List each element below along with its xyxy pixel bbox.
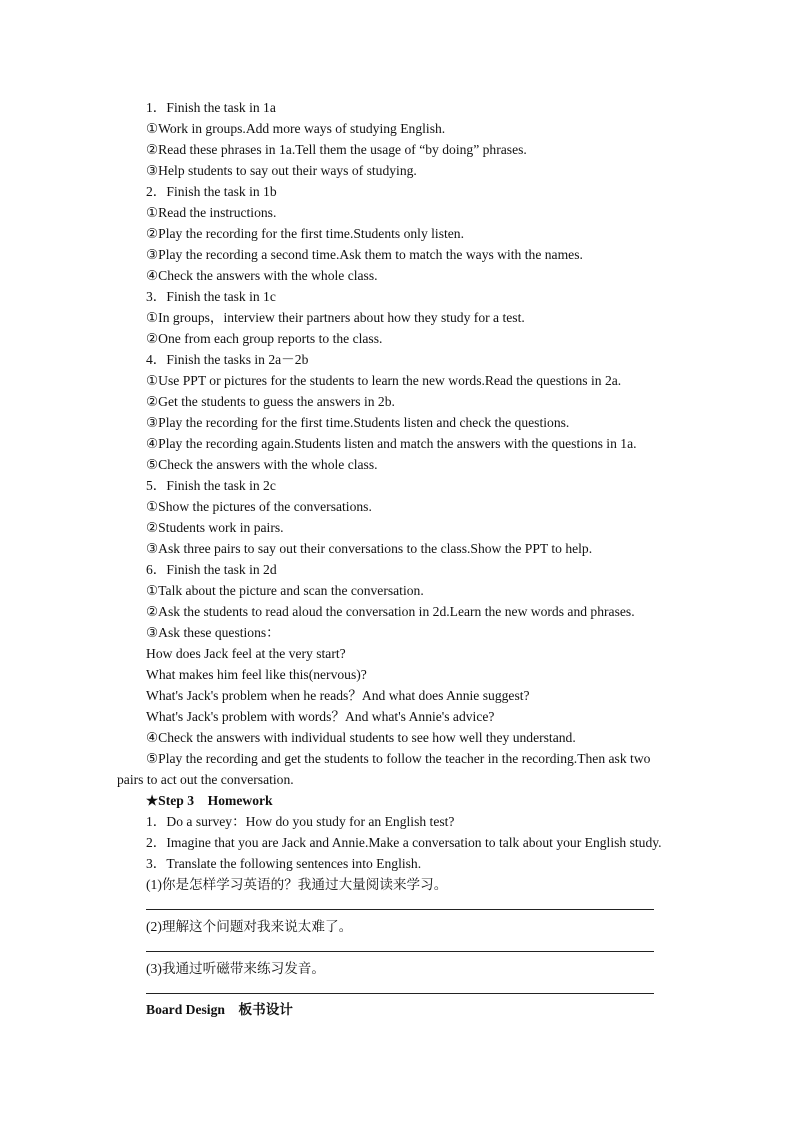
task-1b-step-2: ②Play the recording for the first time.Students only listen. <box>146 226 464 241</box>
board-design-heading: Board Design 板书设计 <box>146 1002 293 1017</box>
task-2c-heading: 5．Finish the task in 2c <box>146 478 276 493</box>
homework-item-1: 1．Do a survey：How do you study for an English test? <box>146 814 455 829</box>
task-1a-step-1: ①Work in groups.Add more ways of studying English. <box>146 121 446 136</box>
task-2d-step-3: ③Ask these questions： <box>146 625 280 640</box>
homework-item-3: 3．Translate the following sentences into English. <box>146 856 422 871</box>
answer-line-3 <box>146 993 654 994</box>
translate-sentence-3: (3)我通过听磁带来练习发音。 <box>146 961 325 976</box>
task-1b-step-3: ③Play the recording a second time.Ask them to match the ways with the names. <box>146 247 583 262</box>
task-2d-step-5: ⑤Play the recording and get the students to follow the teacher in the recording.Then ask two <box>146 751 651 766</box>
question-3: What's Jack's problem when he reads？And what does Annie suggest? <box>146 688 530 703</box>
task-2c-step-3: ③Ask three pairs to say out their conversations to the class.Show the PPT to help. <box>146 541 593 556</box>
task-2d-heading: 6．Finish the task in 2d <box>146 562 277 577</box>
task-1b-step-4: ④Check the answers with the whole class. <box>146 268 378 283</box>
task-2c-step-1: ①Show the pictures of the conversations. <box>146 499 372 514</box>
task-2a-2b-step-2: ②Get the students to guess the answers in 2b. <box>146 394 395 409</box>
task-1b-heading: 2．Finish the task in 1b <box>146 184 277 199</box>
translate-sentence-1: (1)你是怎样学习英语的？我通过大量阅读来学习。 <box>146 877 448 892</box>
question-4: What's Jack's problem with words？And what's Annie's advice? <box>146 709 495 724</box>
task-1c-step-2: ②One from each group reports to the class. <box>146 331 383 346</box>
translate-sentence-2: (2)理解这个问题对我来说太难了。 <box>146 919 353 934</box>
homework-heading: ★Step 3 Homework <box>146 793 273 808</box>
answer-line-1 <box>146 909 654 910</box>
question-2: What makes him feel like this(nervous)? <box>146 667 367 682</box>
task-2d-step-5-continued: pairs to act out the conversation. <box>117 772 294 787</box>
task-2d-step-4: ④Check the answers with individual students to see how well they understand. <box>146 730 576 745</box>
answer-line-2 <box>146 951 654 952</box>
task-2a-2b-step-3: ③Play the recording for the first time.Students listen and check the questions. <box>146 415 570 430</box>
task-2a-2b-step-1: ①Use PPT or pictures for the students to learn the new words.Read the questions in 2a. <box>146 373 622 388</box>
question-1: How does Jack feel at the very start? <box>146 646 346 661</box>
task-2d-step-1: ①Talk about the picture and scan the conversation. <box>146 583 424 598</box>
task-1a-heading: 1．Finish the task in 1a <box>146 100 276 115</box>
task-1a-step-2: ②Read these phrases in 1a.Tell them the usage of “by doing” phrases. <box>146 142 527 157</box>
task-1a-step-3: ③Help students to say out their ways of studying. <box>146 163 417 178</box>
task-1c-step-1: ①In groups，interview their partners about how they study for a test. <box>146 310 525 325</box>
task-2d-step-2: ②Ask the students to read aloud the conversation in 2d.Learn the new words and phrases. <box>146 604 635 619</box>
task-1c-heading: 3．Finish the task in 1c <box>146 289 276 304</box>
task-2a-2b-step-4: ④Play the recording again.Students listen and match the answers with the questions in 1a. <box>146 436 637 451</box>
task-2a-2b-step-5: ⑤Check the answers with the whole class. <box>146 457 378 472</box>
task-2c-step-2: ②Students work in pairs. <box>146 520 284 535</box>
homework-item-2: 2．Imagine that you are Jack and Annie.Make a conversation to talk about your English study. <box>146 835 662 850</box>
task-2a-2b-heading: 4．Finish the tasks in 2a－2b <box>146 352 309 367</box>
task-1b-step-1: ①Read the instructions. <box>146 205 277 220</box>
